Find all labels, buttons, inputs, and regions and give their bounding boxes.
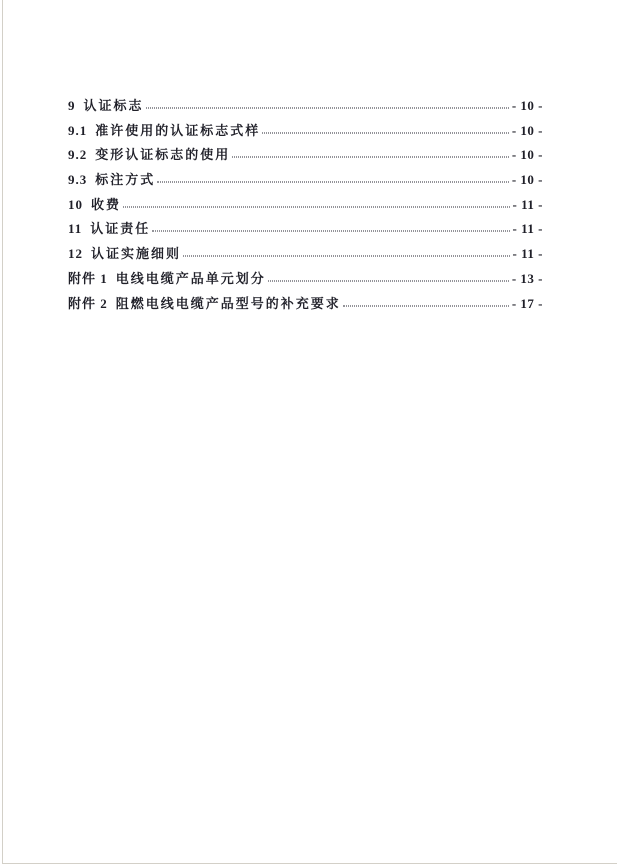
toc-leader-dots [262, 132, 509, 133]
toc-entry-number: 11 [68, 221, 83, 237]
toc-row [68, 169, 543, 194]
toc-entry-number: 附件 1 [68, 270, 108, 286]
toc-entry-page-number: - 11 - [512, 246, 543, 262]
toc-leader-dots [123, 206, 510, 207]
toc-entry-title: 认证标志 [83, 98, 144, 113]
toc-row [68, 293, 543, 318]
toc-row [68, 120, 543, 145]
toc-entry-title: 变形认证标志的使用 [95, 147, 231, 163]
toc-entry-number: 9.3 [68, 172, 88, 188]
toc-entry-title: 电线电缆产品单元划分 [115, 270, 266, 286]
toc-entry-page-number: - 17 - [511, 295, 543, 311]
toc-entry-title: 阻燃电线电缆产品型号的补充要求 [115, 295, 341, 311]
toc-entry-number: 12 [68, 246, 83, 262]
document-page [2, 0, 617, 864]
toc-entry-page-number: - 11 - [512, 221, 543, 237]
toc-entry-page-number: - 10 - [511, 172, 543, 188]
toc-row [68, 243, 543, 268]
toc-row [68, 144, 543, 169]
toc-entry-number: 9.2 [68, 147, 88, 163]
toc-entry-title: 准许使用的认证标志式样 [95, 122, 261, 138]
toc-leader-dots [268, 280, 509, 281]
toc-entry-number: 9.1 [68, 122, 88, 138]
toc-row [68, 194, 543, 219]
toc-entry-title: 认证责任 [90, 221, 151, 237]
toc-entry-title: 认证实施细则 [91, 246, 182, 262]
toc-leader-dots [157, 182, 509, 183]
toc-entry-page-number: - 10 - [511, 122, 543, 138]
toc-row [68, 218, 543, 243]
toc-entry-page-number: - 10 - [511, 147, 543, 163]
toc-row [68, 95, 543, 120]
toc-row [68, 268, 543, 293]
toc-leader-dots [232, 157, 509, 158]
toc-leader-dots [183, 256, 510, 257]
toc-entry-page-number: - 11 - [512, 196, 543, 212]
toc-leader-dots [343, 305, 509, 306]
toc-entry-number: 附件 2 [68, 295, 108, 311]
toc-entry-title: 收费 [91, 196, 122, 212]
toc-leader-dots [146, 108, 509, 109]
toc-entry-page-number: - 13 - [511, 270, 543, 286]
toc-leader-dots [152, 231, 509, 232]
toc-entry-number: 9 [68, 98, 76, 113]
toc-entry-title: 标注方式 [95, 172, 156, 188]
toc-entry-number: 10 [68, 196, 83, 212]
toc-entry-page-number: - 10 - [511, 98, 543, 113]
toc-list [68, 95, 543, 317]
